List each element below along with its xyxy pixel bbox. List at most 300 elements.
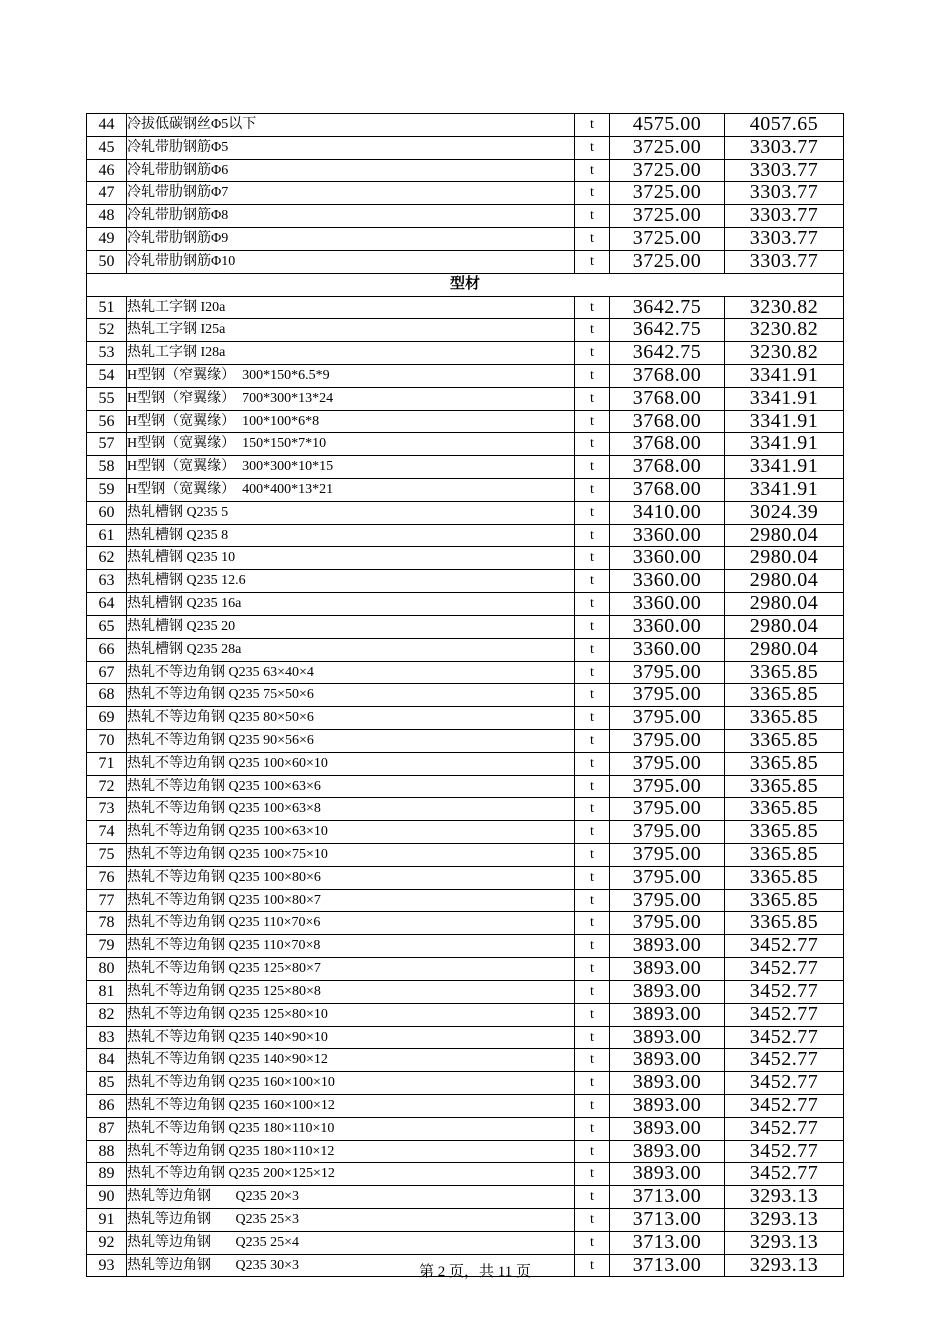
price-column-2-cell: 3303.77: [725, 205, 844, 228]
price-column-2-cell: 3293.13: [725, 1231, 844, 1254]
price-column-2-cell: 3452.77: [725, 1072, 844, 1095]
price-column-2-cell: 3365.85: [725, 752, 844, 775]
price-column-1-cell: 3360.00: [610, 593, 725, 616]
table-row: [87, 296, 844, 319]
item-description-cell: 热轧不等边角钢 Q235 100×75×10: [127, 844, 575, 867]
price-column-2-cell: 2980.04: [725, 524, 844, 547]
item-description-cell: 热轧不等边角钢 Q235 160×100×10: [127, 1072, 575, 1095]
price-column-1-cell: 3893.00: [610, 958, 725, 981]
page-footer: 第 2 页，共 11 页: [419, 1264, 531, 1280]
price-column-1-cell: 3893.00: [610, 1049, 725, 1072]
row-number-cell: 79: [87, 935, 127, 958]
item-description-cell: 冷轧带肋钢筋Φ8: [127, 205, 575, 228]
table-row: [87, 159, 844, 182]
price-table-body: [87, 114, 844, 1277]
row-number-cell: 74: [87, 821, 127, 844]
row-number-cell: 61: [87, 524, 127, 547]
table-row: [87, 1117, 844, 1140]
price-column-1-cell: 3795.00: [610, 775, 725, 798]
table-row: [87, 1072, 844, 1095]
row-number-cell: 53: [87, 342, 127, 365]
row-number-cell: 88: [87, 1140, 127, 1163]
item-description-cell: 热轧槽钢 Q235 28a: [127, 638, 575, 661]
table-row: [87, 501, 844, 524]
unit-cell: t: [575, 159, 610, 182]
price-column-2-cell: 3341.91: [725, 479, 844, 502]
unit-cell: t: [575, 342, 610, 365]
unit-cell: t: [575, 866, 610, 889]
row-number-cell: 86: [87, 1094, 127, 1117]
unit-cell: t: [575, 844, 610, 867]
unit-cell: t: [575, 1003, 610, 1026]
price-column-2-cell: 3452.77: [725, 1117, 844, 1140]
unit-cell: t: [575, 912, 610, 935]
price-column-1-cell: 3360.00: [610, 570, 725, 593]
price-column-2-cell: 3303.77: [725, 182, 844, 205]
row-number-cell: 87: [87, 1117, 127, 1140]
table-row: [87, 1094, 844, 1117]
table-row: [87, 364, 844, 387]
price-column-1-cell: 3893.00: [610, 1072, 725, 1095]
unit-cell: t: [575, 250, 610, 273]
item-description-cell: 热轧等边角钢 Q235 25×3: [127, 1209, 575, 1232]
price-column-2-cell: 3365.85: [725, 844, 844, 867]
price-column-1-cell: 3893.00: [610, 935, 725, 958]
row-number-cell: 47: [87, 182, 127, 205]
unit-cell: t: [575, 1094, 610, 1117]
section-header-row: [87, 273, 844, 296]
price-column-2-cell: 3452.77: [725, 958, 844, 981]
price-column-2-cell: 3230.82: [725, 296, 844, 319]
row-number-cell: 57: [87, 433, 127, 456]
table-row: [87, 1049, 844, 1072]
table-row: [87, 342, 844, 365]
item-description-cell: 热轧槽钢 Q235 20: [127, 615, 575, 638]
item-description-cell: 热轧不等边角钢 Q235 100×63×8: [127, 798, 575, 821]
price-column-1-cell: 3725.00: [610, 228, 725, 251]
price-column-1-cell: 3795.00: [610, 844, 725, 867]
unit-cell: t: [575, 1117, 610, 1140]
row-number-cell: 50: [87, 250, 127, 273]
table-row: [87, 684, 844, 707]
item-description-cell: H型钢（宽翼缘） 100*100*6*8: [127, 410, 575, 433]
price-column-2-cell: 3452.77: [725, 935, 844, 958]
unit-cell: t: [575, 980, 610, 1003]
table-row: [87, 114, 844, 137]
price-column-1-cell: 4575.00: [610, 114, 725, 137]
row-number-cell: 69: [87, 707, 127, 730]
unit-cell: t: [575, 1186, 610, 1209]
item-description-cell: 热轧不等边角钢 Q235 160×100×12: [127, 1094, 575, 1117]
row-number-cell: 73: [87, 798, 127, 821]
price-column-2-cell: 3303.77: [725, 228, 844, 251]
price-column-1-cell: 3893.00: [610, 1117, 725, 1140]
row-number-cell: 78: [87, 912, 127, 935]
table-row: [87, 136, 844, 159]
price-column-1-cell: 3893.00: [610, 980, 725, 1003]
unit-cell: t: [575, 456, 610, 479]
table-row: [87, 1186, 844, 1209]
item-description-cell: 热轧不等边角钢 Q235 125×80×10: [127, 1003, 575, 1026]
price-column-1-cell: 3713.00: [610, 1186, 725, 1209]
price-column-1-cell: 3795.00: [610, 821, 725, 844]
price-column-1-cell: 3768.00: [610, 433, 725, 456]
price-column-2-cell: 2980.04: [725, 570, 844, 593]
unit-cell: t: [575, 752, 610, 775]
item-description-cell: 热轧不等边角钢 Q235 110×70×6: [127, 912, 575, 935]
table-row: [87, 250, 844, 273]
price-table: [86, 113, 844, 1277]
price-column-2-cell: 3341.91: [725, 410, 844, 433]
price-column-2-cell: 2980.04: [725, 547, 844, 570]
row-number-cell: 85: [87, 1072, 127, 1095]
row-number-cell: 72: [87, 775, 127, 798]
section-header-label: 型材: [87, 273, 844, 296]
unit-cell: t: [575, 501, 610, 524]
unit-cell: t: [575, 684, 610, 707]
price-column-1-cell: 3768.00: [610, 456, 725, 479]
row-number-cell: 60: [87, 501, 127, 524]
unit-cell: t: [575, 433, 610, 456]
unit-cell: t: [575, 958, 610, 981]
table-row: [87, 410, 844, 433]
price-column-1-cell: 3360.00: [610, 524, 725, 547]
unit-cell: t: [575, 593, 610, 616]
row-number-cell: 44: [87, 114, 127, 137]
row-number-cell: 48: [87, 205, 127, 228]
item-description-cell: 热轧不等边角钢 Q235 100×60×10: [127, 752, 575, 775]
price-column-2-cell: 3365.85: [725, 775, 844, 798]
row-number-cell: 64: [87, 593, 127, 616]
unit-cell: t: [575, 410, 610, 433]
price-column-1-cell: 3893.00: [610, 1026, 725, 1049]
item-description-cell: 冷拔低碳钢丝Φ5以下: [127, 114, 575, 137]
price-column-1-cell: 3795.00: [610, 661, 725, 684]
price-column-2-cell: 3230.82: [725, 342, 844, 365]
price-column-1-cell: 3360.00: [610, 615, 725, 638]
item-description-cell: 热轧等边角钢 Q235 25×4: [127, 1231, 575, 1254]
table-row: [87, 1231, 844, 1254]
table-row: [87, 205, 844, 228]
item-description-cell: 冷轧带肋钢筋Φ9: [127, 228, 575, 251]
item-description-cell: 冷轧带肋钢筋Φ5: [127, 136, 575, 159]
unit-cell: t: [575, 1072, 610, 1095]
item-description-cell: 冷轧带肋钢筋Φ10: [127, 250, 575, 273]
unit-cell: t: [575, 729, 610, 752]
item-description-cell: 热轧不等边角钢 Q235 90×56×6: [127, 729, 575, 752]
unit-cell: t: [575, 935, 610, 958]
price-column-1-cell: 3795.00: [610, 798, 725, 821]
price-column-2-cell: 3341.91: [725, 364, 844, 387]
row-number-cell: 59: [87, 479, 127, 502]
price-column-1-cell: 3795.00: [610, 889, 725, 912]
row-number-cell: 46: [87, 159, 127, 182]
table-row: [87, 182, 844, 205]
price-column-1-cell: 3642.75: [610, 319, 725, 342]
row-number-cell: 92: [87, 1231, 127, 1254]
item-description-cell: 热轧不等边角钢 Q235 80×50×6: [127, 707, 575, 730]
price-column-2-cell: 3230.82: [725, 319, 844, 342]
item-description-cell: 热轧不等边角钢 Q235 125×80×7: [127, 958, 575, 981]
price-column-1-cell: 3360.00: [610, 638, 725, 661]
unit-cell: t: [575, 1254, 610, 1277]
item-description-cell: 热轧槽钢 Q235 10: [127, 547, 575, 570]
table-row: [87, 980, 844, 1003]
unit-cell: t: [575, 228, 610, 251]
price-column-2-cell: 3365.85: [725, 821, 844, 844]
unit-cell: t: [575, 1231, 610, 1254]
price-column-2-cell: 3365.85: [725, 798, 844, 821]
price-column-2-cell: 3293.13: [725, 1254, 844, 1277]
table-row: [87, 479, 844, 502]
row-number-cell: 51: [87, 296, 127, 319]
row-number-cell: 84: [87, 1049, 127, 1072]
row-number-cell: 70: [87, 729, 127, 752]
row-number-cell: 81: [87, 980, 127, 1003]
price-column-2-cell: 4057.65: [725, 114, 844, 137]
price-column-1-cell: 3795.00: [610, 684, 725, 707]
price-column-1-cell: 3725.00: [610, 250, 725, 273]
price-column-1-cell: 3768.00: [610, 479, 725, 502]
row-number-cell: 77: [87, 889, 127, 912]
unit-cell: t: [575, 387, 610, 410]
price-column-2-cell: 3303.77: [725, 159, 844, 182]
table-row: [87, 729, 844, 752]
price-column-1-cell: 3768.00: [610, 387, 725, 410]
unit-cell: t: [575, 364, 610, 387]
table-row: [87, 1209, 844, 1232]
price-column-1-cell: 3725.00: [610, 159, 725, 182]
unit-cell: t: [575, 547, 610, 570]
price-column-2-cell: 2980.04: [725, 615, 844, 638]
row-number-cell: 66: [87, 638, 127, 661]
price-column-2-cell: 3341.91: [725, 456, 844, 479]
item-description-cell: 热轧不等边角钢 Q235 140×90×10: [127, 1026, 575, 1049]
row-number-cell: 65: [87, 615, 127, 638]
price-column-2-cell: 3452.77: [725, 980, 844, 1003]
row-number-cell: 91: [87, 1209, 127, 1232]
unit-cell: t: [575, 889, 610, 912]
unit-cell: t: [575, 205, 610, 228]
table-row: [87, 456, 844, 479]
item-description-cell: H型钢（窄翼缘） 700*300*13*24: [127, 387, 575, 410]
item-description-cell: 热轧槽钢 Q235 8: [127, 524, 575, 547]
table-row: [87, 228, 844, 251]
unit-cell: t: [575, 182, 610, 205]
row-number-cell: 63: [87, 570, 127, 593]
unit-cell: t: [575, 1049, 610, 1072]
item-description-cell: 热轧不等边角钢 Q235 100×63×10: [127, 821, 575, 844]
unit-cell: t: [575, 524, 610, 547]
unit-cell: t: [575, 319, 610, 342]
unit-cell: t: [575, 775, 610, 798]
table-row: [87, 707, 844, 730]
row-number-cell: 56: [87, 410, 127, 433]
price-column-2-cell: 3303.77: [725, 136, 844, 159]
price-column-1-cell: 3713.00: [610, 1254, 725, 1277]
unit-cell: t: [575, 1209, 610, 1232]
unit-cell: t: [575, 136, 610, 159]
price-column-1-cell: 3768.00: [610, 364, 725, 387]
row-number-cell: 68: [87, 684, 127, 707]
row-number-cell: 54: [87, 364, 127, 387]
table-row: [87, 752, 844, 775]
unit-cell: t: [575, 638, 610, 661]
price-column-2-cell: 3365.85: [725, 889, 844, 912]
price-column-1-cell: 3795.00: [610, 729, 725, 752]
price-column-2-cell: 3303.77: [725, 250, 844, 273]
price-column-1-cell: 3725.00: [610, 136, 725, 159]
table-row: [87, 570, 844, 593]
item-description-cell: 热轧不等边角钢 Q235 75×50×6: [127, 684, 575, 707]
row-number-cell: 89: [87, 1163, 127, 1186]
unit-cell: t: [575, 114, 610, 137]
unit-cell: t: [575, 661, 610, 684]
table-row: [87, 798, 844, 821]
price-column-2-cell: 2980.04: [725, 638, 844, 661]
row-number-cell: 75: [87, 844, 127, 867]
price-column-2-cell: 3365.85: [725, 912, 844, 935]
item-description-cell: 热轧等边角钢 Q235 30×3: [127, 1254, 575, 1277]
item-description-cell: 冷轧带肋钢筋Φ6: [127, 159, 575, 182]
item-description-cell: H型钢（宽翼缘） 150*150*7*10: [127, 433, 575, 456]
price-column-1-cell: 3642.75: [610, 296, 725, 319]
price-column-2-cell: 3365.85: [725, 684, 844, 707]
item-description-cell: 热轧工字钢 I28a: [127, 342, 575, 365]
row-number-cell: 55: [87, 387, 127, 410]
price-column-2-cell: 3452.77: [725, 1163, 844, 1186]
item-description-cell: 热轧槽钢 Q235 5: [127, 501, 575, 524]
unit-cell: t: [575, 798, 610, 821]
row-number-cell: 49: [87, 228, 127, 251]
price-column-2-cell: 3365.85: [725, 866, 844, 889]
price-column-1-cell: 3893.00: [610, 1140, 725, 1163]
table-row: [87, 615, 844, 638]
table-row: [87, 844, 844, 867]
price-column-1-cell: 3795.00: [610, 752, 725, 775]
price-column-1-cell: 3410.00: [610, 501, 725, 524]
price-column-1-cell: 3893.00: [610, 1163, 725, 1186]
price-column-1-cell: 3360.00: [610, 547, 725, 570]
item-description-cell: 热轧不等边角钢 Q235 180×110×10: [127, 1117, 575, 1140]
row-number-cell: 76: [87, 866, 127, 889]
row-number-cell: 58: [87, 456, 127, 479]
price-column-1-cell: 3795.00: [610, 866, 725, 889]
unit-cell: t: [575, 707, 610, 730]
row-number-cell: 80: [87, 958, 127, 981]
price-column-2-cell: 3452.77: [725, 1026, 844, 1049]
price-column-2-cell: 3024.39: [725, 501, 844, 524]
item-description-cell: 热轧不等边角钢 Q235 100×80×6: [127, 866, 575, 889]
price-column-2-cell: 3452.77: [725, 1049, 844, 1072]
table-row: [87, 935, 844, 958]
unit-cell: t: [575, 296, 610, 319]
price-column-2-cell: 3452.77: [725, 1003, 844, 1026]
item-description-cell: 热轧不等边角钢 Q235 180×110×12: [127, 1140, 575, 1163]
price-column-2-cell: 3452.77: [725, 1140, 844, 1163]
unit-cell: t: [575, 1163, 610, 1186]
item-description-cell: 热轧不等边角钢 Q235 100×63×6: [127, 775, 575, 798]
price-column-2-cell: 3452.77: [725, 1094, 844, 1117]
table-row: [87, 866, 844, 889]
price-column-1-cell: 3725.00: [610, 205, 725, 228]
price-column-2-cell: 2980.04: [725, 593, 844, 616]
price-column-1-cell: 3725.00: [610, 182, 725, 205]
price-column-1-cell: 3713.00: [610, 1209, 725, 1232]
table-row: [87, 889, 844, 912]
table-row: [87, 638, 844, 661]
table-row: [87, 1140, 844, 1163]
table-row: [87, 661, 844, 684]
price-column-1-cell: 3893.00: [610, 1094, 725, 1117]
price-column-2-cell: 3365.85: [725, 707, 844, 730]
unit-cell: t: [575, 615, 610, 638]
row-number-cell: 52: [87, 319, 127, 342]
item-description-cell: H型钢（窄翼缘） 300*150*6.5*9: [127, 364, 575, 387]
row-number-cell: 45: [87, 136, 127, 159]
item-description-cell: 热轧槽钢 Q235 12.6: [127, 570, 575, 593]
price-column-1-cell: 3795.00: [610, 707, 725, 730]
item-description-cell: 热轧不等边角钢 Q235 200×125×12: [127, 1163, 575, 1186]
price-column-2-cell: 3293.13: [725, 1209, 844, 1232]
price-column-2-cell: 3293.13: [725, 1186, 844, 1209]
unit-cell: t: [575, 1140, 610, 1163]
item-description-cell: 热轧槽钢 Q235 16a: [127, 593, 575, 616]
row-number-cell: 71: [87, 752, 127, 775]
table-row: [87, 387, 844, 410]
unit-cell: t: [575, 479, 610, 502]
table-row: [87, 958, 844, 981]
table-row: [87, 912, 844, 935]
row-number-cell: 90: [87, 1186, 127, 1209]
price-column-2-cell: 3341.91: [725, 387, 844, 410]
unit-cell: t: [575, 1026, 610, 1049]
item-description-cell: H型钢（宽翼缘） 300*300*10*15: [127, 456, 575, 479]
item-description-cell: 热轧不等边角钢 Q235 63×40×4: [127, 661, 575, 684]
price-column-1-cell: 3893.00: [610, 1003, 725, 1026]
unit-cell: t: [575, 821, 610, 844]
item-description-cell: 热轧工字钢 I20a: [127, 296, 575, 319]
row-number-cell: 82: [87, 1003, 127, 1026]
price-column-1-cell: 3642.75: [610, 342, 725, 365]
table-row: [87, 1163, 844, 1186]
table-row: [87, 547, 844, 570]
item-description-cell: 热轧不等边角钢 Q235 140×90×12: [127, 1049, 575, 1072]
table-row: [87, 1026, 844, 1049]
table-row: [87, 821, 844, 844]
item-description-cell: 热轧不等边角钢 Q235 125×80×8: [127, 980, 575, 1003]
table-row: [87, 593, 844, 616]
price-column-2-cell: 3341.91: [725, 433, 844, 456]
unit-cell: t: [575, 570, 610, 593]
table-row: [87, 524, 844, 547]
price-column-2-cell: 3365.85: [725, 661, 844, 684]
row-number-cell: 93: [87, 1254, 127, 1277]
item-description-cell: 热轧等边角钢 Q235 20×3: [127, 1186, 575, 1209]
price-column-1-cell: 3768.00: [610, 410, 725, 433]
item-description-cell: 冷轧带肋钢筋Φ7: [127, 182, 575, 205]
price-column-1-cell: 3795.00: [610, 912, 725, 935]
table-row: [87, 775, 844, 798]
price-column-1-cell: 3713.00: [610, 1231, 725, 1254]
table-row: [87, 1003, 844, 1026]
item-description-cell: 热轧不等边角钢 Q235 110×70×8: [127, 935, 575, 958]
item-description-cell: H型钢（宽翼缘） 400*400*13*21: [127, 479, 575, 502]
item-description-cell: 热轧工字钢 I25a: [127, 319, 575, 342]
table-row: [87, 319, 844, 342]
item-description-cell: 热轧不等边角钢 Q235 100×80×7: [127, 889, 575, 912]
price-column-2-cell: 3365.85: [725, 729, 844, 752]
